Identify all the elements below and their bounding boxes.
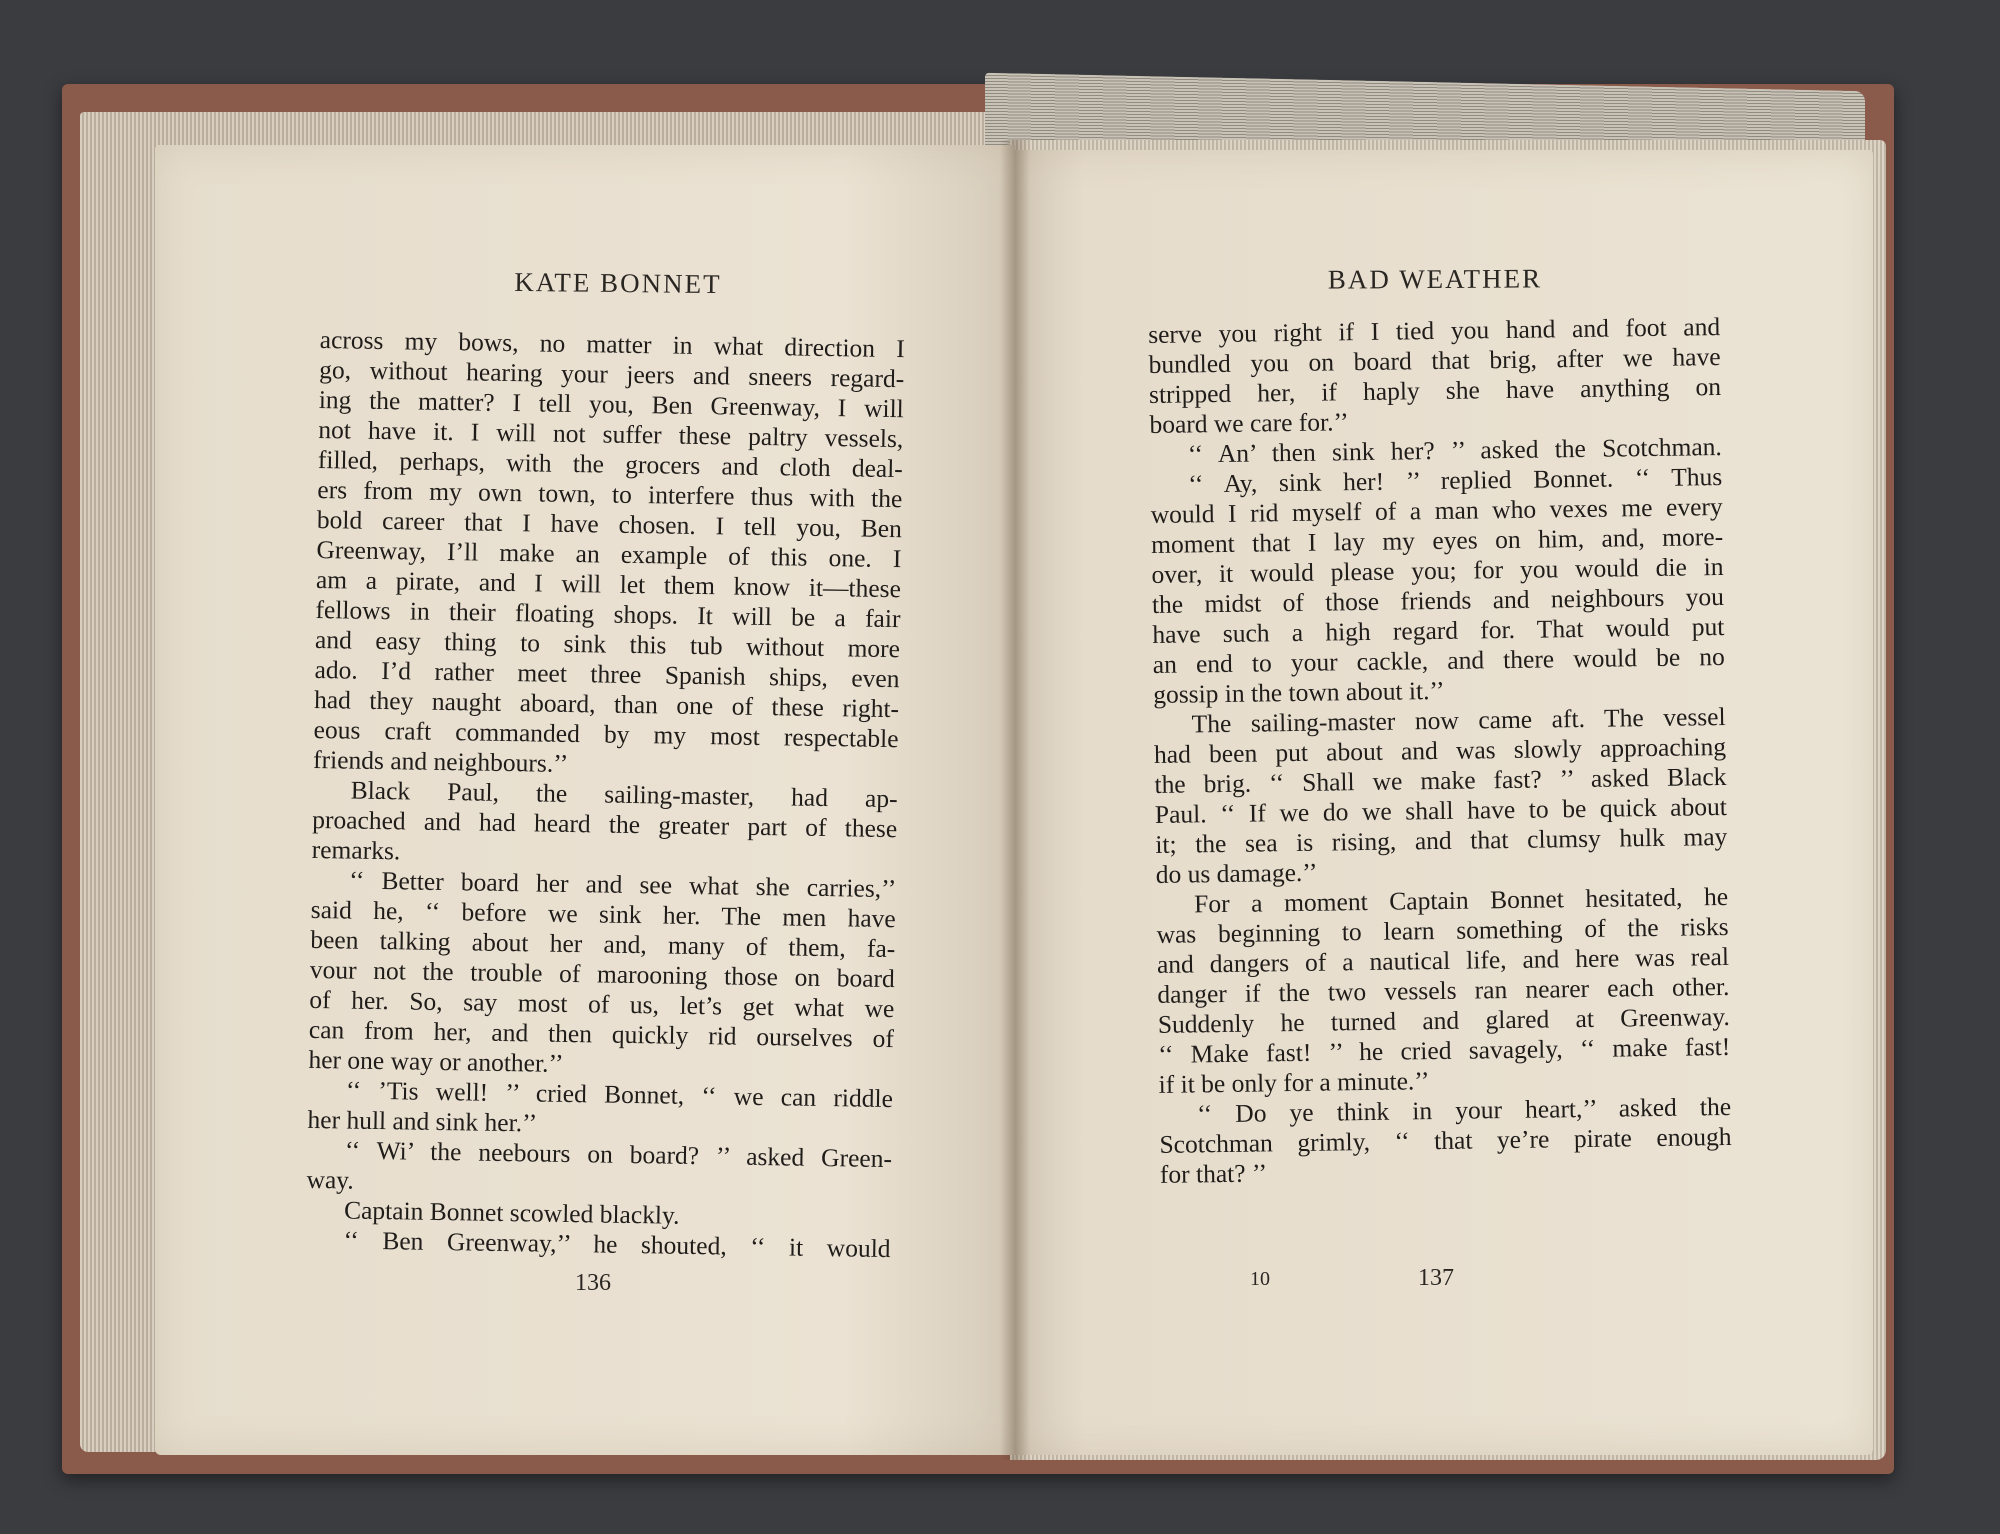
left-text-line: eous craft commanded by my most respectable (313, 714, 899, 754)
left-text-line: ‘‘ ’Tis well! ’’ cried Bonnet, ‘‘ we can riddle (345, 1075, 894, 1114)
left-text-line: across my bows, no matter in what direction I (319, 325, 905, 364)
left-text-line: vour not the trouble of marooning those on board (309, 954, 896, 994)
right-text-line: Scotchman grimly, ‘‘ that ye’re pirate enough (1159, 1121, 1732, 1159)
left-text-line: said he, ‘‘ before we sink her. The men have (310, 894, 896, 934)
right-text-line: board we care for.’’ (1149, 407, 1349, 439)
right-text-line: stripped her, if haply she have anything on (1148, 372, 1722, 409)
right-text-line: the midst of those friends and neighbours you (1151, 581, 1725, 619)
right-text-line: danger if the two vessels ran nearer each other. (1157, 971, 1730, 1009)
right-text-line: For a moment Captain Bonnet hesitated, he (1193, 881, 1729, 919)
left-text-line: proached and had heard the greater part of these (312, 804, 898, 844)
right-text-line: bundled you on board that brig, after we have (1148, 342, 1721, 379)
left-text-line: friends and neighbours.’’ (312, 744, 569, 778)
right-text-line: had been put about and was slowly approaching (1153, 731, 1727, 769)
left-running-header: KATE BONNET (514, 266, 722, 300)
left-text-line: Captain Bonnet scowled blackly. (343, 1195, 680, 1230)
right-text-line: do us damage.’’ (1155, 857, 1318, 889)
left-text-line: can from her, and then quickly rid ourselves of (308, 1014, 895, 1054)
right-text-line: the brig. ‘‘ Shall we make fast? ’’ asked Black (1154, 761, 1727, 799)
right-text-line: moment that I lay my eyes on him, and, more- (1150, 521, 1724, 559)
left-text-line: ‘‘ Ben Greenway,’’ he shouted, ‘‘ it would (343, 1225, 891, 1264)
right-text-line: and dangers of a nautical life, and here was real (1156, 941, 1730, 979)
left-text-line: not have it. I will not suffer these paltry vessels, (318, 414, 904, 454)
right-text-line: an end to your cackle, and there would be no (1152, 641, 1725, 679)
left-text-line: ing the matter? I tell you, Ben Greenway, I will (318, 384, 904, 424)
right-text-line: Paul. ‘‘ If we do we shall have to be quick about (1154, 791, 1728, 829)
right-text-line: ‘‘ An’ then sink her? ’’ asked the Scotchman. (1187, 432, 1723, 469)
right-running-header: BAD WEATHER (1327, 263, 1543, 295)
left-text-line: filled, perhaps, with the grocers and cloth deal- (317, 444, 904, 484)
left-text-line: ‘‘ Wi’ the neebours on board? ’’ asked Green- (344, 1135, 893, 1174)
right-text-line: for that? ’’ (1159, 1158, 1268, 1189)
left-text-line: way. (306, 1164, 355, 1195)
right-text-line: ‘‘ Make fast! ’’ he cried savagely, ‘‘ make fast! (1158, 1031, 1731, 1069)
left-text-line: her hull and sink her.’’ (307, 1104, 538, 1138)
right-text-line: if it be only for a minute.’’ (1158, 1066, 1430, 1099)
left-text-line: ers from my own town, to interfere thus with the (317, 474, 903, 514)
left-text-line: remarks. (311, 834, 401, 866)
right-text-line: it; the sea is rising, and that clumsy hulk may (1155, 821, 1728, 859)
left-text-line: ‘‘ Better board her and see what she carries,’’ (349, 865, 897, 904)
left-text-line: go, without hearing your jeers and sneers regard- (319, 354, 905, 394)
signature-mark: 10 (1250, 1268, 1270, 1290)
left-text-line: fellows in their floating shops. It will be a fair (315, 594, 901, 634)
right-page-text (1148, 312, 1732, 1190)
right-text-line: over, it would please you; for you would die in (1151, 551, 1724, 589)
right-text-line: serve you right if I tied you hand and foot and (1148, 312, 1721, 349)
left-text-line: Black Paul, the sailing-master, had ap- (350, 775, 898, 814)
right-text-line: gossip in the town about it.’’ (1153, 675, 1445, 709)
book-gutter (1000, 140, 1030, 1460)
left-text-line: ado. I’d rather meet three Spanish ships, even (314, 654, 900, 694)
left-text-line: been talking about her and, many of them, fa- (310, 924, 896, 964)
left-text-line: Greenway, I’ll make an example of this one. I (316, 534, 902, 574)
left-text-line: her one way or another.’’ (308, 1044, 564, 1078)
right-text-line: have such a high regard for. That would put (1152, 611, 1725, 649)
left-page-number: 136 (575, 1270, 611, 1296)
right-text-line: was beginning to learn something of the risks (1156, 911, 1729, 949)
right-text-line: ‘‘ Ay, sink her! ’’ replied Bonnet. ‘‘ Thus (1188, 461, 1723, 499)
right-text-line: would I rid myself of a man who vexes me every (1150, 491, 1723, 529)
left-page-text (305, 325, 905, 1264)
right-text-line: ‘‘ Do ye think in your heart,’’ asked the (1196, 1091, 1732, 1129)
left-text-line: had they naught aboard, than one of these right- (313, 684, 900, 724)
right-page-number: 137 (1418, 1265, 1454, 1291)
right-text-line: The sailing-master now came aft. The vessel (1191, 701, 1726, 739)
left-text-line: bold career that I have chosen. I tell you, Ben (316, 504, 903, 544)
left-text-line: of her. So, say most of us, let’s get what we (309, 984, 895, 1024)
right-text-line: Suddenly he turned and glared at Greenway. (1157, 1001, 1730, 1039)
left-text-line: am a pirate, and I will let them know it—these (315, 564, 902, 604)
left-text-line: and easy thing to sink this tub without more (314, 624, 901, 664)
